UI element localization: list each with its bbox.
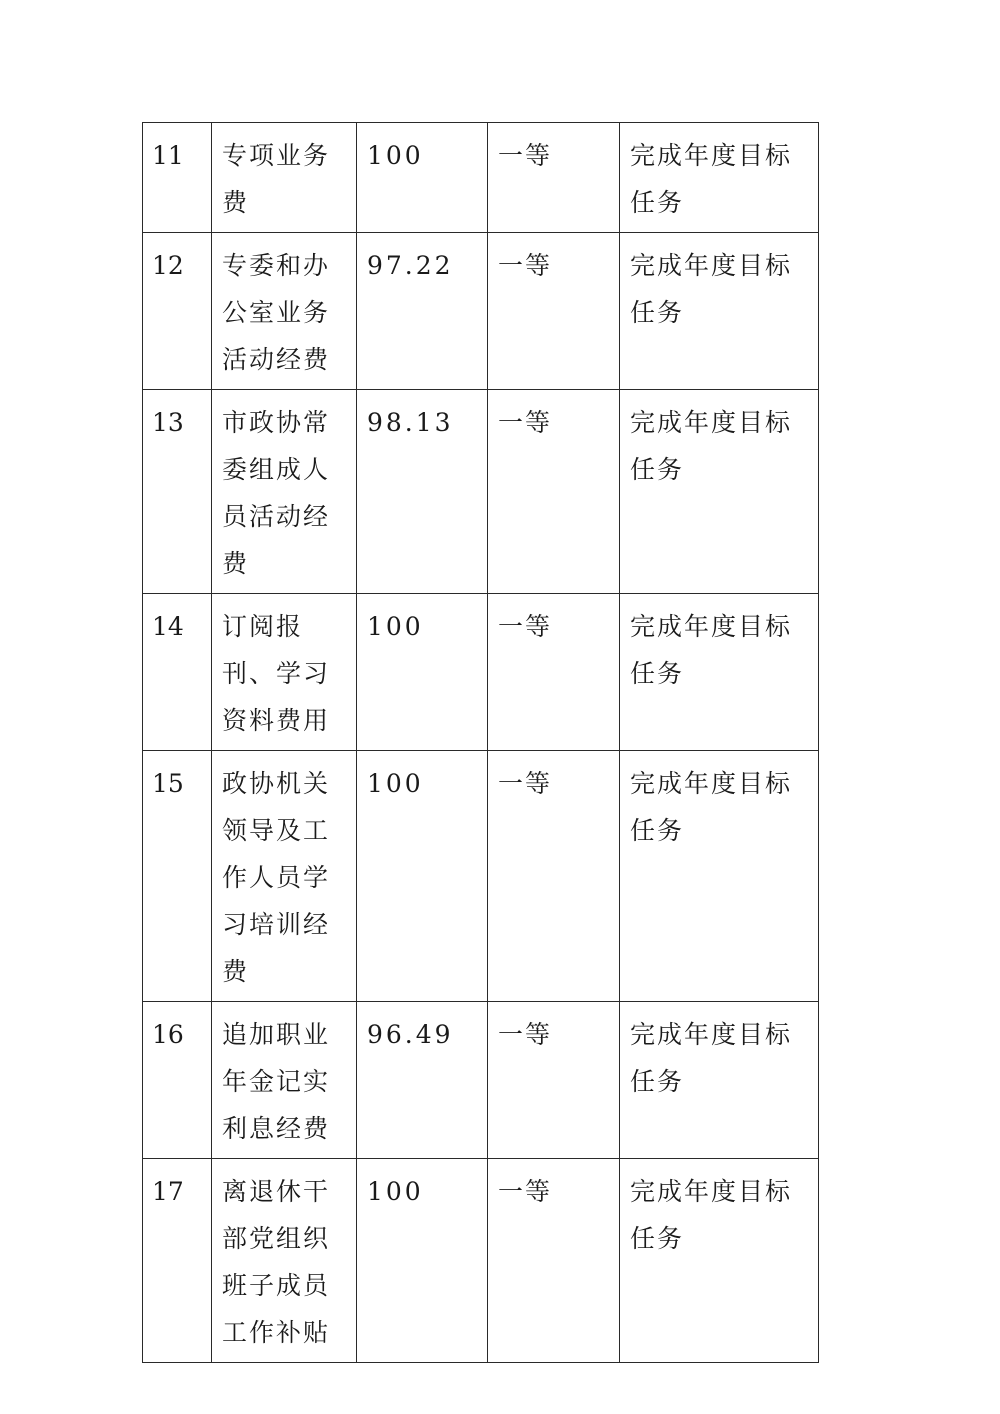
table-row xyxy=(143,751,819,1002)
score: 100 xyxy=(357,1159,488,1363)
score: 97.22 xyxy=(357,233,488,390)
result: 完成年度目标任务 xyxy=(620,233,819,390)
row-number: 14 xyxy=(143,594,212,751)
grade: 一等 xyxy=(488,390,620,594)
project-name: 专项业务费 xyxy=(212,123,357,233)
grade: 一等 xyxy=(488,123,620,233)
result: 完成年度目标任务 xyxy=(620,1159,819,1363)
project-name: 订阅报刊、学习资料费用 xyxy=(212,594,357,751)
grade: 一等 xyxy=(488,233,620,390)
table-row xyxy=(143,233,819,390)
project-name: 政协机关领导及工作人员学习培训经费 xyxy=(212,751,357,1002)
project-name: 市政协常委组成人员活动经费 xyxy=(212,390,357,594)
row-number: 15 xyxy=(143,751,212,1002)
row-number: 13 xyxy=(143,390,212,594)
score: 100 xyxy=(357,123,488,233)
evaluation-table xyxy=(142,122,819,1363)
table-row xyxy=(143,123,819,233)
row-number: 16 xyxy=(143,1002,212,1159)
result: 完成年度目标任务 xyxy=(620,594,819,751)
result: 完成年度目标任务 xyxy=(620,123,819,233)
score: 100 xyxy=(357,594,488,751)
grade: 一等 xyxy=(488,1002,620,1159)
project-name: 离退休干部党组织班子成员工作补贴 xyxy=(212,1159,357,1363)
table-row xyxy=(143,594,819,751)
project-name: 专委和办公室业务活动经费 xyxy=(212,233,357,390)
result: 完成年度目标任务 xyxy=(620,390,819,594)
row-number: 12 xyxy=(143,233,212,390)
table-row xyxy=(143,390,819,594)
row-number: 17 xyxy=(143,1159,212,1363)
row-number: 11 xyxy=(143,123,212,233)
score: 96.49 xyxy=(357,1002,488,1159)
grade: 一等 xyxy=(488,751,620,1002)
project-name: 追加职业年金记实利息经费 xyxy=(212,1002,357,1159)
score: 100 xyxy=(357,751,488,1002)
grade: 一等 xyxy=(488,594,620,751)
result: 完成年度目标任务 xyxy=(620,1002,819,1159)
grade: 一等 xyxy=(488,1159,620,1363)
table-row xyxy=(143,1159,819,1363)
table-row xyxy=(143,1002,819,1159)
result: 完成年度目标任务 xyxy=(620,751,819,1002)
score: 98.13 xyxy=(357,390,488,594)
